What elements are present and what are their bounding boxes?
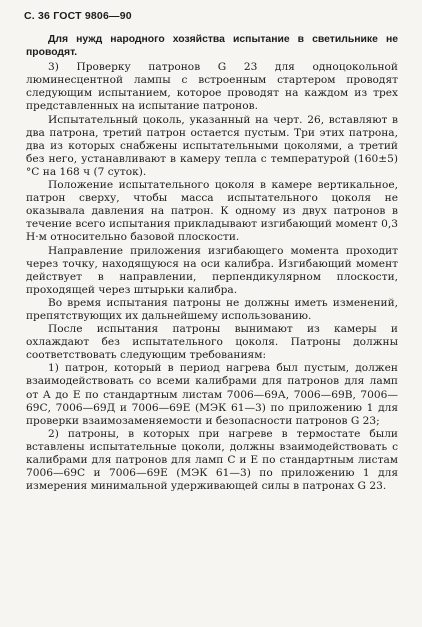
document-body	[26, 33, 398, 493]
paragraph: Во время испытания патроны не должны иметь изменений, препятствующих их дальнейшему использованию.	[26, 296, 398, 322]
paragraph: Для нужд народного хозяйства испытание в светильнике не проводят.	[26, 34, 398, 59]
paragraph: Испытательный цоколь, указанный на черт. 26, вставляют в два патрона, третий патрон остается пустым. Три этих патрона, два из которых снабжены испытательными цоколями, а третий без него, устанавливают в камеру тепла с температурой (160±5) °С на 168 ч (7 суток).	[26, 113, 398, 178]
paragraph: Положение испытательного цоколя в камере вертикальное, патрон сверху, чтобы масса испытательного цоколя не оказывала давления на патрон. К одному из двух патронов в течение всего испытания прикладывают изгибающий момент 0,3 Н·м относительно базовой плоскости.	[26, 179, 398, 244]
paragraph: 1) патрон, который в период нагрева был пустым, должен взаимодействовать со всеми калибрами для патронов для ламп от А до Е по стандартным листам 7006—69А, 7006—69В, 7006—69С, 7006—69Д и 7006—69Е (МЭК 61—3) по приложению 1 для проверки взаимозаменяемости и безопасности патронов G 23;	[26, 362, 398, 427]
page-header: С. 36 ГОСТ 9806—90	[24, 10, 132, 22]
paragraph: 3) Проверку патронов G 23 для одноцокольной люминесцентной лампы с встроенным стартером проводят следующим испытанием, которое проводят на каждом из трех представленных на испытание патронов.	[26, 61, 398, 113]
paragraph: 2) патроны, в которых при нагреве в термостате были вставлены испытательные цоколи, должны взаимодействовать с калибрами для патронов для ламп С и Е по стандартным листам 7006—69С и 7006—69Е (МЭК 61—3) по приложению 1 для измерения минимальной удерживающей силы в патронах G 23.	[26, 427, 398, 493]
paragraph: После испытания патроны вынимают из камеры и охлаждают без испытательного цоколя. Патроны должны соответствовать следующим требованиям:	[26, 323, 398, 362]
paragraph: Направление приложения изгибающего момента проходит через точку, находящуюся на оси калибра. Изгибающий момент действует в направлении, перпендикулярном плоскости, проходящей через штырьки калибра.	[26, 244, 398, 296]
